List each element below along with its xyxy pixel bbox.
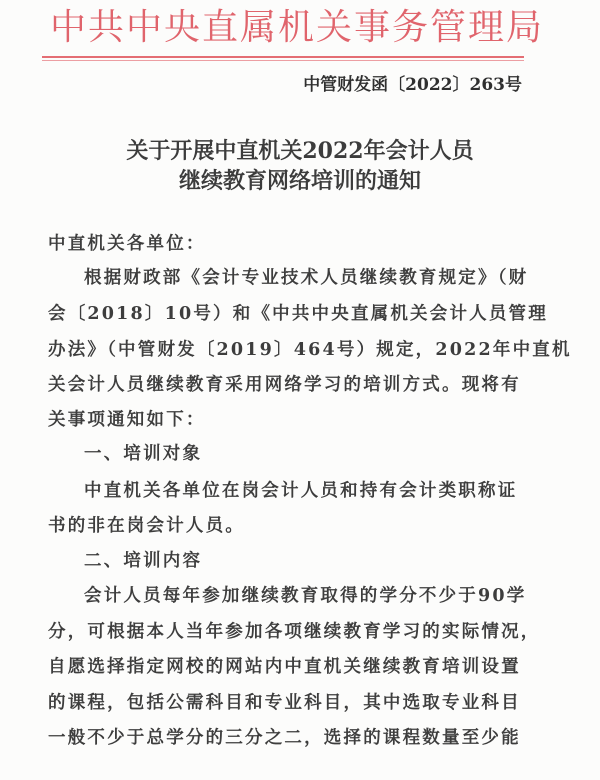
section-line: 书的非在岗会计人员。 (48, 516, 245, 536)
letterhead-divider-thin (42, 60, 524, 61)
document-number: 中管财发函〔2022〕263号 (303, 75, 522, 95)
salutation: 中直机关各单位： (48, 234, 206, 254)
intro-line: 办法》（中管财发〔2019〕464号）规定，2022年中直机 (48, 340, 572, 360)
document-title-line-2: 继续教育网络培训的通知 (178, 168, 421, 194)
section-line: 自愿选择指定网校的网站内中直机关继续教育培训设置 (48, 657, 521, 677)
letterhead-divider (42, 56, 524, 58)
intro-line: 关会计人员继续教育采用网络学习的培训方式。现将有 (48, 375, 521, 395)
section-line: 的课程，包括公需科目和专业科目，其中选取专业科目 (48, 693, 521, 713)
section-line: 中直机关各单位在岗会计人员和持有会计类职称证 (84, 481, 518, 501)
section-line: 会计人员每年参加继续教育取得的学分不少于90学 (84, 586, 527, 606)
section-heading: 一、培训对象 (84, 444, 203, 464)
section-heading: 二、培训内容 (84, 551, 203, 571)
section-line: 分，可根据本人当年参加各项继续教育学习的实际情况， (48, 622, 541, 642)
intro-line: 关事项通知如下： (48, 410, 206, 430)
document-title-line-1: 关于开展中直机关2022年会计人员 (126, 138, 474, 164)
section-line: 一般不少于总学分的三分之二，选择的课程数量至少能 (48, 728, 521, 748)
intro-line: 会〔2018〕10号）和《中共中央直属机关会计人员管理 (48, 304, 548, 324)
agency-letterhead: 中共中央直属机关事务管理局 (50, 7, 545, 48)
intro-line: 根据财政部《会计专业技术人员继续教育规定》（财 (84, 268, 529, 288)
